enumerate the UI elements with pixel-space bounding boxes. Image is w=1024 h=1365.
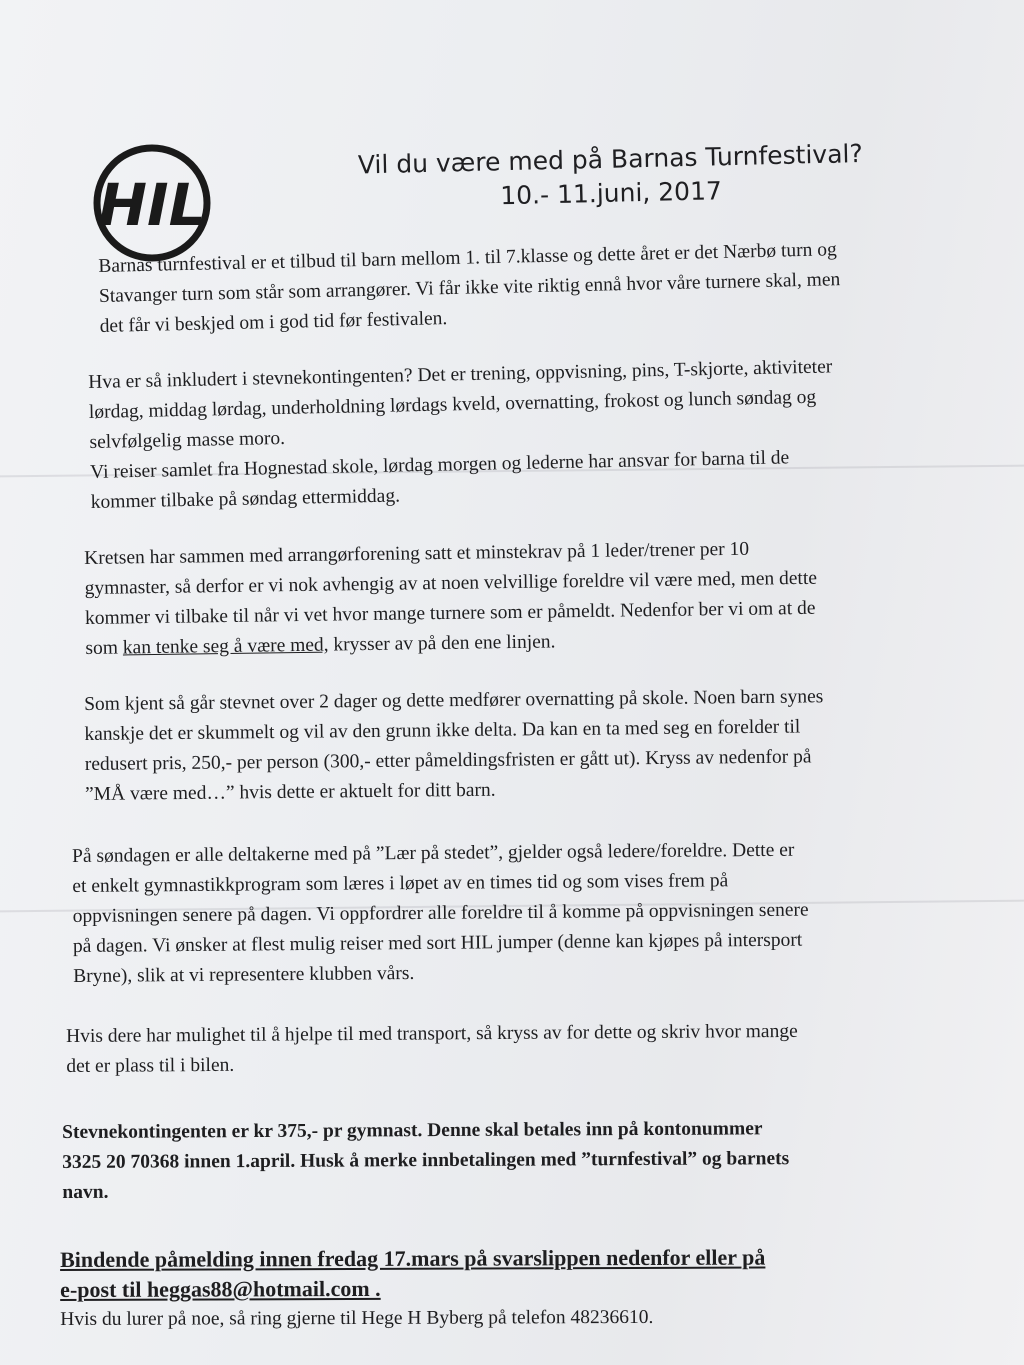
text-line: kommer tilbake på søndag ettermiddag. (90, 485, 401, 513)
text-line: ”MÅ være med…” hvis dette er aktuelt for ditt barn. (84, 779, 496, 805)
contact-line: Hvis du lurer på noe, så ring gjerne til Hege H Byberg på telefon 48236610. (60, 1306, 654, 1330)
text-line: Stevnekontingenten er kr 375,- pr gymnast. Denne skal betales inn på kontonummer (62, 1118, 763, 1143)
text-line: 3325 20 70368 innen 1.april. Husk å merke innbetalingen med ”turnfestival” og barnets (62, 1148, 790, 1173)
text-line: selvfølgelig masse moro. (89, 427, 286, 453)
text-line: Hva er så inkludert i stevnekontingenten? Det er trening, oppvisning, pins, T-skjorte, aktiviteter (88, 356, 833, 393)
text-line: Vi reiser samlet fra Hognestad skole, lørdag morgen og lederne har ansvar for barna til de (89, 447, 790, 483)
text-line: kommer vi tilbake til når vi vet hvor mange turnere som er påmeldt. Nedenfor ber vi om at de (84, 597, 816, 629)
text-line: det er plass til i bilen. (66, 1054, 235, 1077)
paragraph-transport (66, 1017, 798, 1082)
page-title (290, 135, 931, 218)
text-line: det får vi beskjed om i god tid før festivalen. (99, 308, 448, 337)
text-line: oppvisningen senere på dagen. Vi oppfordrer alle foreldre til å komme på oppvisningen senere (72, 899, 809, 927)
text-line: navn. (62, 1181, 109, 1203)
text-line: på dagen. Vi ønsker at flest mulig reiser med sort HIL jumper (denne kan kjøpes på intersport (72, 929, 803, 957)
text-line: gymnaster, så derfor er vi nok avhengig av at noen velvillige foreldre vil være med, men dette (84, 567, 818, 599)
paragraph-included (88, 352, 835, 518)
text-line: Barnas turnfestival er et tilbud til barn mellom 1. til 7.klasse og dette året er det Nærbø turn og (98, 239, 838, 277)
paragraph-overnight (84, 682, 824, 810)
text-line: redusert pris, 250,- per person (300,- etter påmeldingsfristen er gått ut). Kryss av nedenfor på (84, 746, 812, 775)
paragraph-leaders (84, 534, 818, 664)
registration-email: e-post til heggas88@hotmail.com . (60, 1275, 381, 1302)
text-run: krysser av på den ene linjen. (328, 631, 556, 656)
text-line: Bryne), slik at vi representere klubben vårs. (73, 963, 415, 987)
paragraph-intro (98, 235, 841, 342)
text-line: På søndagen er alle deltakerne med på ”Lær på stedet”, gjelder også ledere/foreldre. Dette er (72, 839, 795, 867)
hil-logo (92, 143, 212, 263)
paragraph-payment (62, 1114, 789, 1208)
title-line-1: Vil du være med på Barnas Turnfestival? (357, 139, 863, 180)
title-line-2: 10.- 11.juni, 2017 (499, 176, 723, 211)
underlined-phrase: kan tenke seg å være med, (122, 634, 329, 659)
logo-text: HIL (98, 171, 206, 239)
text-line: kanskje det er skummelt og vil av den grunn ikke delta. Da kan en ta med seg en forelder til (84, 716, 801, 745)
text-line: lørdag, middag lørdag, underholdning lørdags kveld, overnatting, frokost og lunch søndag og (88, 386, 817, 423)
text-run: som (85, 637, 123, 659)
paragraph-registration (60, 1243, 766, 1335)
text-line: Kretsen har sammen med arrangørforening satt et minstekrav på 1 leder/trener per 10 (84, 538, 750, 569)
text-line: Stavanger turn som står som arrangører. Vi får ikke vite riktig ennå hvor våre turnere skal, men (98, 269, 841, 307)
text-line: Som kjent så går stevnet over 2 dager og dette medfører overnatting på skole. Noen barn synes (84, 686, 824, 715)
paragraph-sunday (72, 836, 809, 992)
text-line: Hvis dere har mulighet til å hjelpe til med transport, så kryss av for dette og skriv hvor mange (66, 1020, 798, 1047)
registration-deadline: Bindende påmelding innen fredag 17.mars på svarslippen nedenfor eller på (60, 1244, 766, 1272)
text-line: et enkelt gymnastikkprogram som læres i løpet av en times tid og som vises frem på (72, 870, 729, 897)
